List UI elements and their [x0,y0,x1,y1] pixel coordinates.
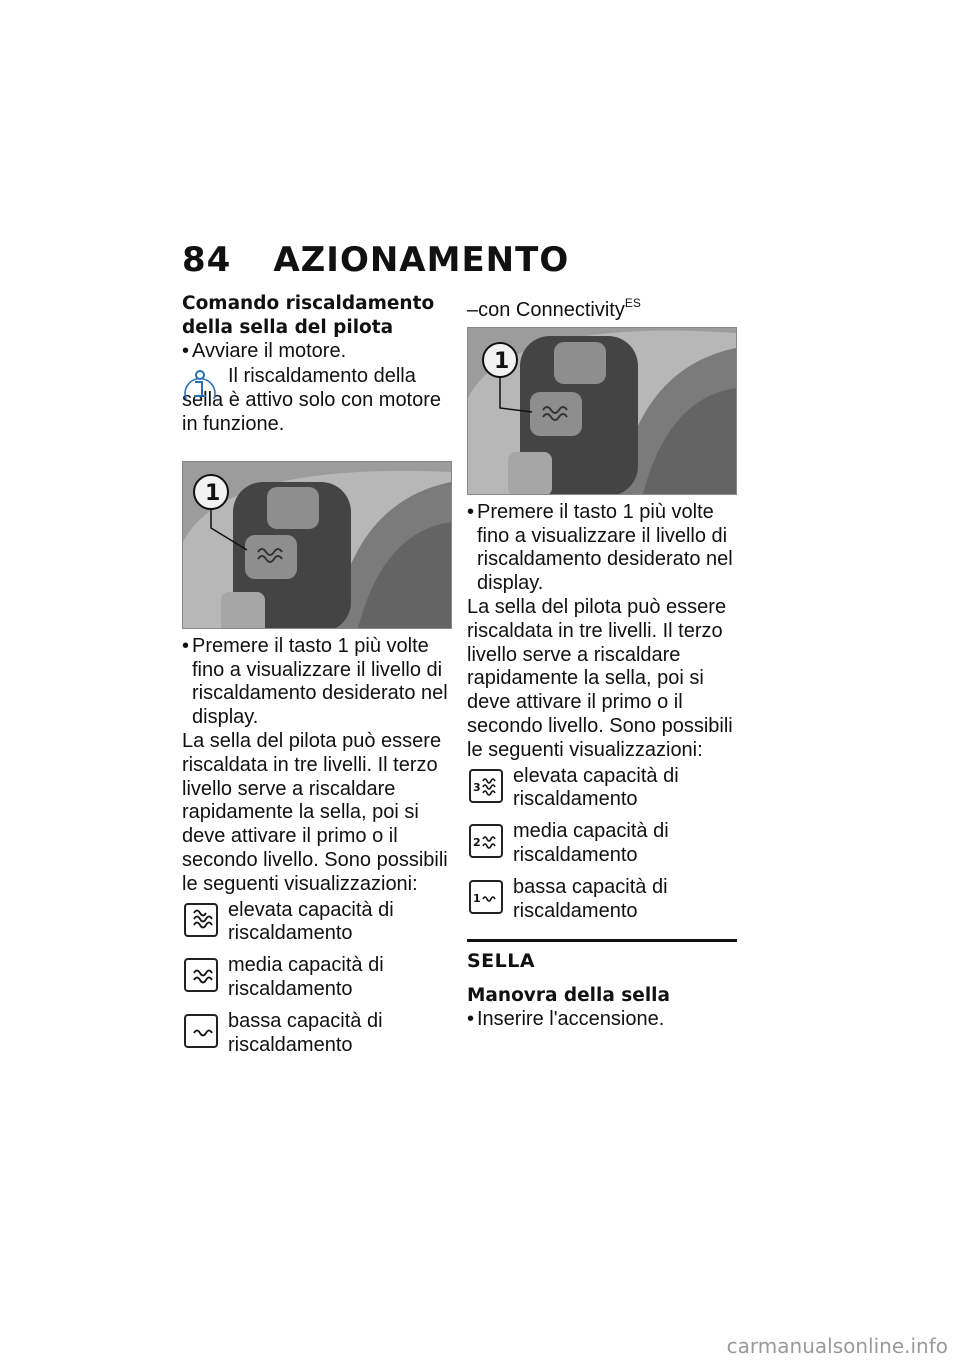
watermark: carmanualsonline.info [726,1334,948,1358]
heating-level-medium [182,954,452,1002]
heating-level-high [182,899,452,947]
seat-heating-level-3-icon [469,769,503,803]
level-text: elevata capacità di riscaldamento [513,764,679,811]
handlebar-button-photo-connectivity [467,327,737,495]
bullet-dot: • [467,500,475,523]
bullet-dot: • [182,339,190,362]
bullet-text: Avviare il motore. [192,339,347,362]
levels-description: La sella del pilota può essere riscaldata in tre livelli. Il terzo livello serve a riscaldare rapidamente la sella, poi si deve attivare il primo o il secondo livello. Sono possibili le seguenti visualizzazioni: [467,595,733,761]
bullet-text: Premere il tasto 1 più volte fino a visualizzare il livello di riscaldamento desiderato nel display. [192,634,448,729]
note-text: Il riscaldamento della sella è attivo solo con motore in funzione. [182,365,442,435]
info-icon [182,367,218,403]
level-number: 1 [473,891,481,905]
heating-level-low [182,1010,452,1058]
level-text: media capacità di riscaldamento [513,820,669,866]
seat-heating-level-2-icon [184,958,218,992]
bullet-press-button [467,501,737,596]
level-text: bassa capacità di riscaldamento [228,1009,383,1056]
bullet-text: Premere il tasto 1 più volte fino a visualizzare il livello di riscaldamento desiderato nel display. [477,500,733,595]
heating-level-low [467,876,737,924]
right-column [467,292,737,1032]
level-text: media capacità di riscaldamento [228,954,384,1000]
bullet-start-engine [182,340,452,364]
level-text: bassa capacità di riscaldamento [513,875,668,922]
levels-description: La sella del pilota può essere riscaldata in tre livelli. Il terzo livello serve a riscaldare rapidamente la sella, poi si deve attivare il primo o il secondo livello. Sono possibili le seguenti visualizzazioni: [182,729,448,895]
left-column [182,292,452,1057]
heating-level-medium [467,820,737,868]
seat-heating-level-1-icon [469,880,503,914]
page-number: 84 [182,240,232,280]
connectivity-variant [467,292,737,323]
bullet-dot: • [182,634,190,657]
level-number: 2 [473,836,481,850]
bullet-text: Inserire l'accensione. [477,1007,665,1030]
handlebar-button-photo [182,461,452,629]
section-divider [467,939,737,942]
bullet-ignition [467,1008,737,1032]
seat-heating-heading: Comando riscaldamento della sella del pilota [182,293,435,338]
seat-heating-level-3-icon [184,903,218,937]
variant-sup: ES [624,296,641,310]
seat-operation-heading: Manovra della sella [467,985,671,1007]
seat-heating-level-1-icon [184,1014,218,1048]
info-note [182,365,452,436]
page-header [182,240,742,280]
photo-callout-number: 1 [494,348,510,374]
level-text: elevata capacità di riscaldamento [228,898,394,945]
photo-callout-number: 1 [205,480,221,506]
bullet-dot: • [467,1007,475,1030]
variant-label: –con Connectivity [467,299,625,321]
section-title-sella: SELLA [467,950,536,973]
chapter-title: AZIONAMENTO [273,240,570,280]
bullet-press-button [182,635,452,730]
level-number: 3 [473,780,481,794]
seat-heating-level-2-icon [469,824,503,858]
heating-level-high [467,765,737,813]
